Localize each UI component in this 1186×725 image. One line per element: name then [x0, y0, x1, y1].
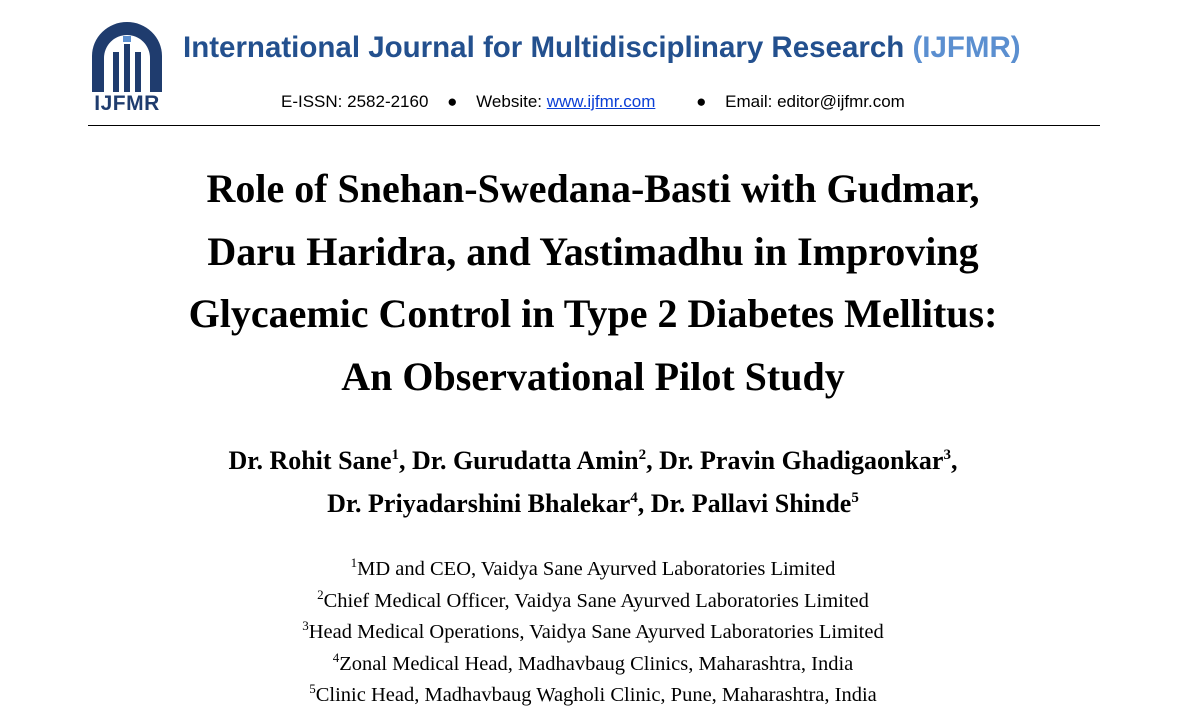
author-affiliation-mark: 1 — [391, 447, 400, 463]
affiliation-item — [60, 680, 1126, 712]
affiliation-item — [60, 617, 1126, 649]
affiliation-text: Clinic Head, Madhavbaug Wagholi Clinic, Pune, Maharashtra, India — [315, 684, 877, 707]
affiliation-list — [60, 554, 1126, 712]
paper-title — [60, 158, 1126, 408]
title-line: Daru Haridra, and Yastimadhu in Improving — [207, 228, 979, 274]
journal-header — [88, 22, 1100, 126]
pillar-arch-icon — [88, 22, 166, 94]
affiliation-number: 5 — [309, 681, 316, 697]
author-separator: , — [399, 446, 413, 475]
bullet-separator: ● — [696, 92, 707, 111]
affiliation-item — [60, 554, 1126, 586]
author-name: Dr. Priyadarshini Bhalekar — [327, 489, 631, 518]
author-name: Dr. Pallavi Shinde — [650, 489, 852, 518]
author-name: Dr. Gurudatta Amin — [412, 446, 639, 475]
author-name: Dr. Rohit Sane — [228, 446, 392, 475]
journal-meta-line — [281, 92, 905, 112]
author-line — [60, 439, 1126, 482]
affiliation-text: MD and CEO, Vaidya Sane Ayurved Laboratories Limited — [357, 558, 836, 580]
affiliation-text: Chief Medical Officer, Vaidya Sane Ayurved Laboratories Limited — [323, 589, 869, 612]
affiliation-item — [60, 586, 1126, 618]
journal-logo — [88, 22, 166, 122]
affiliation-text: Head Medical Operations, Vaidya Sane Ayurved Laboratories Limited — [308, 621, 884, 644]
journal-name: International Journal for Multidisciplinary Research — [183, 31, 905, 64]
author-name: Dr. Pravin Ghadigaonkar — [659, 446, 944, 475]
author-affiliation-mark: 3 — [943, 447, 951, 463]
affiliation-item — [60, 649, 1126, 681]
title-line: Role of Snehan-Swedana-Basti with Gudmar, — [206, 166, 980, 211]
email-text: Email: editor@ijfmr.com — [725, 92, 905, 111]
author-line — [60, 482, 1126, 525]
bullet-separator: ● — [447, 92, 458, 111]
author-affiliation-mark: 2 — [638, 447, 647, 463]
affiliation-text: Zonal Medical Head, Madhavbaug Clinics, Maharashtra, India — [339, 652, 854, 675]
title-line: An Observational Pilot Study — [341, 353, 845, 399]
title-line: Glycaemic Control in Type 2 Diabetes Mellitus: — [188, 291, 998, 336]
author-list — [60, 439, 1126, 525]
author-separator: , — [637, 489, 651, 518]
eissn-text: E-ISSN: 2582-2160 — [281, 92, 429, 111]
affiliation-number: 1 — [350, 555, 358, 570]
author-affiliation-mark: 4 — [630, 490, 638, 506]
affiliation-number: 2 — [317, 586, 324, 602]
journal-abbreviation: (IJFMR) — [912, 31, 1021, 64]
affiliation-number: 3 — [302, 618, 309, 634]
author-separator: , — [646, 446, 660, 475]
author-affiliation-mark: 5 — [851, 490, 859, 506]
author-separator: , — [950, 446, 958, 475]
affiliation-number: 4 — [332, 649, 340, 665]
header-divider — [88, 125, 1100, 126]
logo-wordmark: IJFMR — [94, 92, 160, 115]
website-label: Website: — [476, 92, 542, 111]
journal-title — [183, 31, 1021, 65]
website-link[interactable]: www.ijfmr.com — [546, 92, 656, 111]
